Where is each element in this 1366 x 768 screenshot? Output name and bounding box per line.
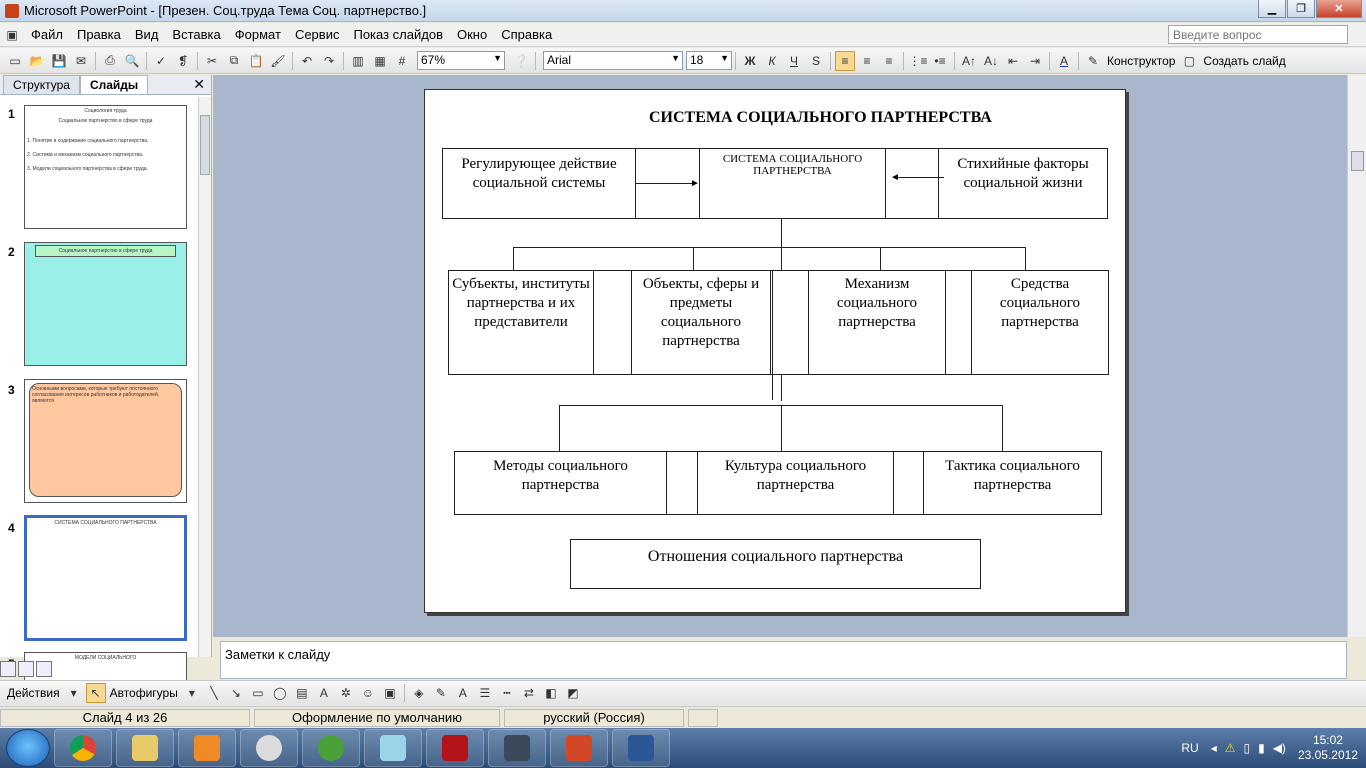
bold-icon[interactable]: Ж <box>744 53 756 68</box>
arrow-line <box>636 183 694 184</box>
menu-file[interactable]: Файл <box>31 27 63 42</box>
scrollbar-thumb[interactable] <box>1351 151 1364 171</box>
slide-number: 1 <box>8 107 15 121</box>
utorrent-icon <box>318 735 344 761</box>
select-pointer-icon[interactable]: ↖ <box>86 683 106 703</box>
arrow-right-icon: ► <box>690 178 700 189</box>
chrome-icon <box>70 735 96 761</box>
shadow-style-icon[interactable]: ◧ <box>545 686 557 700</box>
box-text: Субъекты, институты партнерства и их представители <box>452 276 590 330</box>
status-cell <box>688 709 718 727</box>
cut-icon[interactable]: ✂ <box>206 53 218 68</box>
close-button[interactable]: ✕ <box>1316 0 1362 18</box>
redo-icon[interactable]: ↷ <box>323 53 335 68</box>
office-menu-icon[interactable]: ▣ <box>6 27 18 42</box>
align-left-icon[interactable]: ≡ <box>835 51 855 71</box>
arrow-style-icon[interactable]: ⇄ <box>523 686 534 700</box>
means-box[interactable] <box>971 270 1109 375</box>
connector-line <box>559 405 560 452</box>
wordart-icon[interactable]: A <box>319 686 328 700</box>
connector-line <box>781 405 782 452</box>
slide-thumbnail-2[interactable] <box>24 242 187 366</box>
slide-thumbnail-4[interactable] <box>24 515 187 641</box>
clock[interactable] <box>1298 733 1358 763</box>
numbering-icon[interactable]: ⋮≡ <box>908 53 928 68</box>
regulating-action-box[interactable] <box>442 148 636 219</box>
slide-thumbnail-3[interactable] <box>24 379 187 503</box>
permission-icon[interactable]: ✉ <box>75 53 87 68</box>
outdent-icon[interactable]: ⇥ <box>1029 53 1041 68</box>
slides-pane <box>0 75 212 661</box>
font-select[interactable] <box>543 51 683 70</box>
maximize-button[interactable]: ❐ <box>1287 0 1315 18</box>
volume-icon[interactable]: ◀) <box>1272 741 1286 755</box>
pane-tabs <box>0 75 211 95</box>
arrow-line <box>896 177 944 178</box>
align-center-icon[interactable]: ≡ <box>863 53 871 68</box>
picture-icon[interactable]: ▣ <box>384 686 396 700</box>
toolbar-separator <box>735 52 736 70</box>
box-text: Методы социального партнерства <box>493 458 628 493</box>
format-painter-icon[interactable]: 🖌 <box>270 53 286 68</box>
toolbar-separator <box>830 52 831 70</box>
line-icon[interactable]: ╲ <box>210 686 218 700</box>
toolbar-separator <box>404 684 405 702</box>
connector-line <box>513 247 514 271</box>
taskbar-chrome[interactable] <box>54 729 112 767</box>
taskbar-word[interactable] <box>612 729 670 767</box>
chevron-down-icon: ▼ <box>671 53 680 63</box>
designer-button[interactable]: Конструктор <box>1107 53 1176 68</box>
oval-icon[interactable]: ◯ <box>273 686 287 700</box>
network-icon[interactable]: ▮ <box>1258 741 1265 755</box>
toolbar-separator <box>343 52 344 70</box>
clipart-icon[interactable]: ☺ <box>361 686 374 700</box>
window-title: Microsoft PowerPoint - [Презен. Соц.труда Тема Соц. партнерство.] <box>24 3 427 18</box>
powerpoint-app-icon <box>5 4 19 18</box>
toolbar-separator <box>292 52 293 70</box>
box-text: Объекты, сферы и предметы социального партнерства <box>642 276 760 349</box>
3d-style-icon[interactable]: ◩ <box>567 686 579 700</box>
help-search-input[interactable] <box>1168 25 1348 44</box>
box-text: Регулирующее действие социальной системы <box>461 156 617 191</box>
thumb-text: 1. Понятие и содержание социального партнерства. <box>27 138 149 144</box>
box-text: Отношения социального партнерства <box>647 548 904 565</box>
thumb-text: МОДЕЛИ СОЦИАЛЬНОГО <box>74 655 137 661</box>
clock-date: 23.05.2012 <box>1297 748 1358 762</box>
box-text: Культура социального партнерства <box>724 458 867 493</box>
spelling-icon[interactable]: ✓ <box>155 53 167 68</box>
actions-menu[interactable]: Действия <box>7 686 60 700</box>
slide-title[interactable]: СИСТЕМА СОЦИАЛЬНОГО ПАРТНЕРСТВА <box>649 109 992 126</box>
taskbar-clock-app[interactable] <box>240 729 298 767</box>
tab-slides[interactable]: Слайды <box>80 75 148 94</box>
print-icon[interactable]: ⎙ <box>105 53 115 67</box>
taskbar-game[interactable] <box>426 729 484 767</box>
font-size-value: 18 <box>690 53 704 67</box>
decrease-font-icon[interactable]: A↓ <box>983 53 998 68</box>
menu-insert[interactable]: Вставка <box>172 27 221 42</box>
rectangle-icon[interactable]: ▭ <box>252 686 264 700</box>
table-icon[interactable]: ▦ <box>374 53 386 68</box>
chevron-down-icon: ▼ <box>720 53 729 63</box>
subjects-box[interactable] <box>448 270 594 375</box>
tab-outline[interactable]: Структура <box>3 75 80 94</box>
powerpoint-icon <box>566 735 592 761</box>
start-button[interactable] <box>6 729 50 767</box>
menu-tools[interactable]: Сервис <box>294 27 340 42</box>
arrow-icon[interactable]: ↘ <box>230 686 241 700</box>
notepad-icon <box>380 735 406 761</box>
box-text: СИСТЕМА СОЦИАЛЬНОГО ПАРТНЕРСТВА <box>722 153 863 177</box>
connector-line <box>880 247 881 271</box>
tray-arrow-icon[interactable]: ◂ <box>1210 741 1217 755</box>
slide-thumbnails <box>0 97 198 661</box>
taskbar-explorer[interactable] <box>116 729 174 767</box>
toolbar-separator <box>535 52 536 70</box>
taskbar-powerpoint[interactable] <box>550 729 608 767</box>
mechanism-box[interactable] <box>808 270 946 375</box>
box-text: Тактика социального партнерства <box>945 458 1080 493</box>
title-bar <box>0 0 1366 22</box>
designer-icon[interactable]: ✎ <box>1087 53 1099 68</box>
window-controls <box>1257 0 1362 18</box>
emblem-icon <box>504 735 530 761</box>
design-template[interactable]: Оформление по умолчанию <box>254 709 500 727</box>
system-center-box[interactable] <box>699 148 886 219</box>
notes-placeholder: Заметки к слайду <box>225 647 331 662</box>
thumb-text: 3. Модели социального партнерства в сфере труда. <box>27 166 148 172</box>
clock-icon <box>256 735 282 761</box>
arrow-left-icon: ◄ <box>890 172 900 183</box>
italic-icon[interactable]: К <box>768 53 776 68</box>
toolbar-separator <box>903 52 904 70</box>
paste-icon[interactable]: 📋 <box>248 53 264 68</box>
toolbar-separator <box>954 52 955 70</box>
box-text: Стихийные факторы социальной жизни <box>957 156 1089 191</box>
copy-icon[interactable]: ⧉ <box>229 53 239 67</box>
relations-box[interactable] <box>570 539 981 589</box>
methods-box[interactable] <box>454 451 667 515</box>
font-value: Arial <box>547 53 572 67</box>
menu-bar <box>0 23 1366 47</box>
font-size-select[interactable] <box>686 51 732 70</box>
connector-line <box>693 247 694 271</box>
slide-notes-area[interactable] <box>220 641 1347 679</box>
thumb-text: Социальное партнерство в сфере труда <box>58 118 153 124</box>
sorter-view-icon[interactable] <box>18 661 34 677</box>
chevron-down-icon: ▼ <box>493 53 502 63</box>
new-slide-icon[interactable]: ▢ <box>1183 53 1196 68</box>
indent-icon[interactable]: ⇤ <box>1007 53 1019 68</box>
new-slide-button[interactable]: Создать слайд <box>1203 53 1286 68</box>
normal-view-icon[interactable] <box>0 661 16 677</box>
slide-thumbnail-1[interactable] <box>24 105 187 229</box>
toolbar-separator <box>95 52 96 70</box>
slideshow-view-icon[interactable] <box>36 661 52 677</box>
toolbar-separator <box>1078 52 1079 70</box>
menu-window[interactable]: Окно <box>456 27 488 42</box>
media-player-icon <box>194 735 220 761</box>
word-icon <box>628 735 654 761</box>
close-icon[interactable]: ✕ <box>193 76 205 92</box>
taskbar-utorrent[interactable] <box>302 729 360 767</box>
language-status: русский (Россия) <box>504 709 684 727</box>
help-icon[interactable]: ❔ <box>513 53 529 68</box>
warning-icon[interactable]: ⚠ <box>1224 741 1236 755</box>
minimize-button[interactable]: ▁ <box>1258 0 1286 18</box>
new-icon[interactable]: ▭ <box>9 53 21 68</box>
battery-icon[interactable]: ▯ <box>1243 741 1251 755</box>
increase-font-icon[interactable]: A↑ <box>961 53 976 68</box>
thumb-text: Социальное партнерство в сфере труда <box>35 245 176 257</box>
research-icon[interactable]: ❡ <box>177 53 189 68</box>
culture-box[interactable] <box>697 451 894 515</box>
toolbar-separator <box>197 52 198 70</box>
standard-formatting-toolbar <box>0 48 1366 74</box>
preview-icon[interactable]: 🔍 <box>124 53 140 68</box>
line-style-icon[interactable]: ☰ <box>479 686 491 700</box>
menu-edit[interactable]: Правка <box>76 27 121 42</box>
zoom-select[interactable] <box>417 51 505 70</box>
thumb-text: 2. Система и механизм социального партнерства. <box>27 152 144 158</box>
thumb-text: Социология труда <box>84 108 127 114</box>
folder-icon <box>132 735 158 761</box>
taskbar-notepad[interactable] <box>364 729 422 767</box>
slide-number: 3 <box>8 383 15 397</box>
textbox-icon[interactable]: ▤ <box>296 686 308 700</box>
menu-help[interactable]: Справка <box>501 27 553 42</box>
chevron-down-icon: ▾ <box>188 686 195 700</box>
box-text: Механизм социального партнерства <box>836 276 918 330</box>
zoom-value: 67% <box>421 53 446 67</box>
menu-view[interactable]: Вид <box>134 27 159 42</box>
status-bar <box>0 706 1366 728</box>
connector-line <box>772 270 773 400</box>
windows-taskbar <box>0 728 1366 768</box>
thumbnails-scrollbar[interactable] <box>198 97 211 657</box>
connector-line <box>1025 247 1026 271</box>
open-icon[interactable]: 📂 <box>29 53 45 68</box>
dash-style-icon[interactable]: ┅ <box>503 686 511 700</box>
slide-scrollbar[interactable] <box>1347 75 1366 637</box>
drawing-toolbar <box>0 680 1366 705</box>
underline-icon[interactable]: Ч <box>790 53 798 68</box>
connector-line <box>1002 405 1003 452</box>
undo-icon[interactable]: ↶ <box>301 53 313 68</box>
view-buttons <box>0 661 60 679</box>
tactics-box[interactable] <box>923 451 1102 515</box>
clock-time: 15:02 <box>1312 733 1343 747</box>
fill-color-icon[interactable]: ◈ <box>414 686 424 700</box>
shadow-icon[interactable]: S <box>811 53 820 68</box>
system-tray <box>1181 728 1358 768</box>
slide-number: 2 <box>8 245 15 259</box>
font-color-icon[interactable]: A <box>1059 53 1068 68</box>
chart-icon[interactable]: ▥ <box>352 53 364 68</box>
spontaneous-factors-box[interactable] <box>938 148 1108 219</box>
objects-box[interactable] <box>631 270 771 375</box>
line-color-icon[interactable]: ✎ <box>435 686 446 700</box>
language-indicator[interactable]: RU <box>1181 741 1199 755</box>
slide-counter: Слайд 4 из 26 <box>0 709 250 727</box>
align-right-icon[interactable]: ≡ <box>885 53 893 68</box>
grid-icon[interactable]: # <box>398 53 406 68</box>
save-icon[interactable]: 💾 <box>51 53 67 68</box>
taskbar-media[interactable] <box>178 729 236 767</box>
thumb-text: СИСТЕМА СОЦИАЛЬНОГО ПАРТНЕРСТВА <box>54 520 157 526</box>
thumb-text: Основными вопросами, которые требуют постоянного согласования интересов работников и работодателей, являются <box>29 383 182 497</box>
bullets-icon[interactable]: •≡ <box>934 53 946 68</box>
toolbar-separator <box>146 52 147 70</box>
menu-format[interactable]: Формат <box>234 27 281 42</box>
slide-number: 4 <box>8 521 15 535</box>
font-color-icon[interactable]: A <box>458 686 467 700</box>
diagram-icon[interactable]: ✲ <box>340 686 351 700</box>
chevron-down-icon: ▾ <box>70 686 77 700</box>
game-icon <box>442 735 468 761</box>
autoshapes-menu[interactable]: Автофигуры <box>109 686 178 700</box>
taskbar-app[interactable] <box>488 729 546 767</box>
connector-line <box>513 247 1026 248</box>
scrollbar-thumb[interactable] <box>200 115 210 175</box>
toolbar-separator <box>1049 52 1050 70</box>
menu-slideshow[interactable]: Показ слайдов <box>353 27 443 42</box>
box-text: Средства социального партнерства <box>999 276 1081 330</box>
